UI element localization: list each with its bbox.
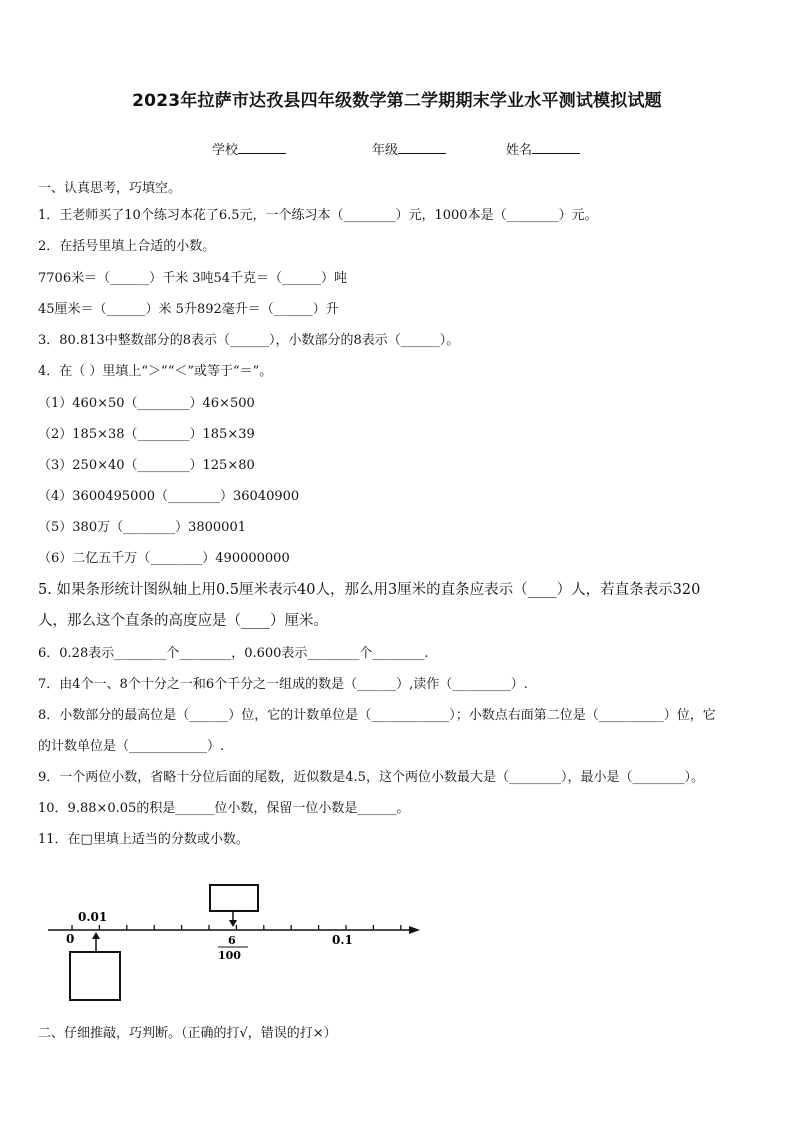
school-label: 学校 xyxy=(212,143,239,158)
question-11: 11．在□里填上适当的分数或小数。 xyxy=(38,832,249,847)
q4-item: （4）3600495000（________）36040900 xyxy=(38,489,300,504)
number-line-figure xyxy=(0,880,794,1020)
label-frac-numerator: 6 xyxy=(228,934,236,947)
q4-item: （5）380万（________）3800001 xyxy=(38,520,246,535)
grade-blank[interactable] xyxy=(398,141,446,154)
label-0-01: 0.01 xyxy=(78,910,108,924)
question-5-line-1: 5. 如果条形统计图纵轴上用0.5厘米表示40人，那么用3厘米的直条应表示（____）人，若直条表示320 xyxy=(38,582,701,598)
label-0-1: 0.1 xyxy=(332,933,353,947)
question-2-line-1: 7706米＝（______）千米 3吨54千克＝（______）吨 xyxy=(38,271,348,286)
question-8-line-2: 的计数单位是（____________）. xyxy=(38,739,225,754)
q4-item: （2）185×38（________）185×39 xyxy=(38,427,255,442)
name-field xyxy=(506,139,580,158)
axis-arrow-icon xyxy=(409,926,420,934)
question-7: 7．由4个一、8个十分之一和6个千分之一组成的数是（______）,读作（_________）. xyxy=(38,677,528,692)
question-2: 2．在括号里填上合适的小数。 xyxy=(38,239,216,254)
question-6: 6．0.28表示________个________，0.600表示________个________. xyxy=(38,646,429,661)
question-10: 10．9.88×0.05的积是______位小数，保留一位小数是______。 xyxy=(38,801,410,816)
q4-item: （6）二亿五千万（________）490000000 xyxy=(38,551,290,566)
section1-heading: 一、认真思考，巧填空。 xyxy=(38,181,182,196)
arrow-up-icon xyxy=(92,932,100,939)
name-blank[interactable] xyxy=(532,141,580,154)
school-blank[interactable] xyxy=(238,141,286,154)
question-8-line-1: 8．小数部分的最高位是（______）位，它的计数单位是（____________）；小数点右面第二位是（__________）位，它 xyxy=(38,708,716,723)
answer-box-bottom[interactable] xyxy=(70,952,120,1000)
q4-item: （1）460×50（________）46×500 xyxy=(38,396,255,411)
question-2-line-2: 45厘米＝（______）米 5升892毫升＝（______）升 xyxy=(38,302,339,317)
section2-heading: 二、仔细推敲，巧判断。（正确的打√，错误的打×） xyxy=(38,1026,337,1041)
label-zero: 0 xyxy=(66,932,75,946)
question-3: 3．80.813中整数部分的8表示（______），小数部分的8表示（______）。 xyxy=(38,333,460,348)
page-title: 2023年拉萨市达孜县四年级数学第二学期期末学业水平测试模拟试题 xyxy=(132,91,662,111)
answer-box-top[interactable] xyxy=(210,885,258,911)
school-field xyxy=(212,139,286,158)
grade-field xyxy=(372,139,446,158)
grade-label: 年级 xyxy=(372,143,399,158)
question-4: 4．在（ ）里填上“＞”“＜”或等于“＝”。 xyxy=(38,364,273,379)
name-label: 姓名 xyxy=(506,143,533,158)
question-9: 9．一个两位小数，省略十分位后面的尾数，近似数是4.5，这个两位小数最大是（________），最小是（________）。 xyxy=(38,770,704,785)
question-5-line-2: 人，那么这个直条的高度应是（____）厘米。 xyxy=(38,613,328,629)
q4-item: （3）250×40（________）125×80 xyxy=(38,458,255,473)
question-1: 1．王老师买了10个练习本花了6.5元，一个练习本（________）元，1000本是（________）元。 xyxy=(38,208,598,223)
label-frac-denominator: 100 xyxy=(218,949,241,962)
